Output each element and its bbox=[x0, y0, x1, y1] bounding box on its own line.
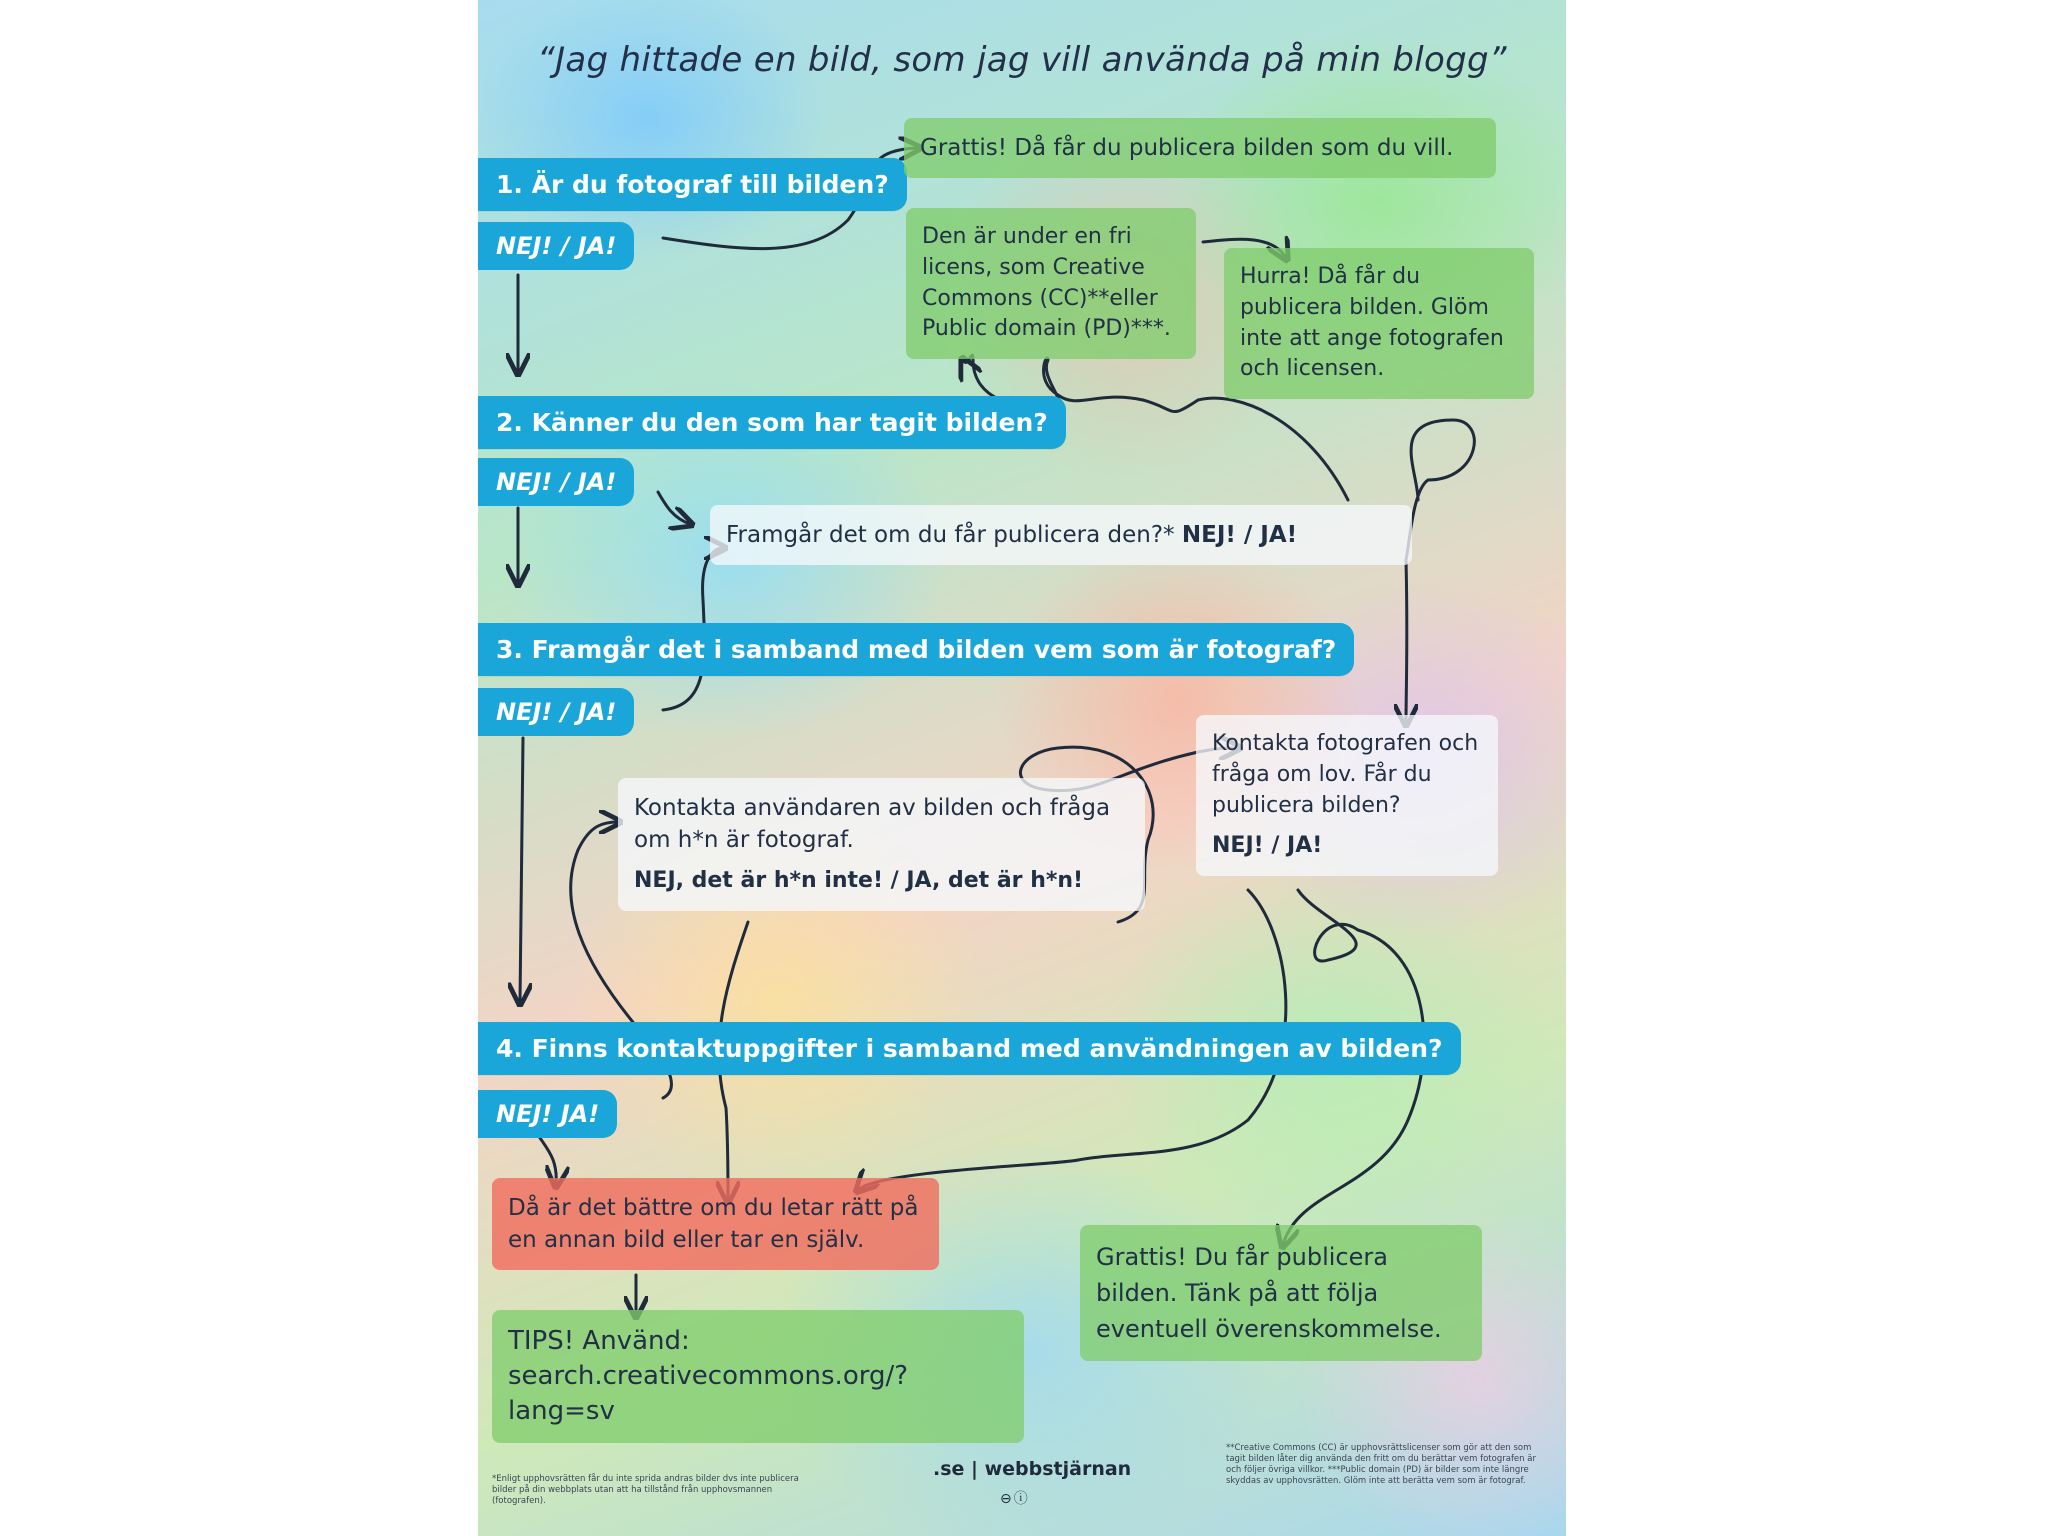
hurra-text: Hurra! Då får du publicera bilden. Glöm inte att ange fotografen och licensen. bbox=[1240, 264, 1504, 382]
contact-user-answers: NEJ, det är h*n inte! / JA, det är h*n! bbox=[634, 868, 1084, 894]
question-2: 2. Känner du den som har tagit bilden? bbox=[478, 396, 1066, 449]
tips-url[interactable]: search.creativecommons.org/?lang=sv bbox=[508, 1361, 909, 1427]
question-4-answers: NEJ! JA! bbox=[478, 1090, 617, 1138]
flowchart-poster bbox=[478, 0, 1566, 1536]
question-1: 1. Är du fotograf till bilden? bbox=[478, 158, 907, 211]
tips-box bbox=[492, 1310, 1024, 1443]
footnote-left: *Enligt upphovsrätten får du inte sprida andras bilder dvs inte publicera bilder på din webbplats utan att ha tillstånd från upphovsmannen (fotografen). bbox=[492, 1474, 799, 1507]
question-4: 4. Finns kontaktuppgifter i samband med användningen av bilden? bbox=[478, 1022, 1461, 1075]
framgar-text: Framgår det om du får publicera den?* bbox=[726, 522, 1175, 548]
contact-photographer-answers: NEJ! / JA! bbox=[1212, 833, 1323, 859]
contact-user-text: Kontakta användaren av bilden och fråga om h*n är fotograf. bbox=[634, 795, 1111, 854]
hurra-box bbox=[1224, 248, 1534, 399]
congrats-bottom-box bbox=[1080, 1225, 1482, 1361]
contact-user-box bbox=[618, 778, 1145, 911]
better-text: Då är det bättre om du letar rätt på en annan bild eller tar en själv. bbox=[508, 1195, 919, 1254]
footnote-right: **Creative Commons (CC) är upphovsrättslicenser som gör att den som tagit bilden låter dig använda den fritt om du berättar vem fotografen är och följer övriga villkor. ***Public domain (PD) är bilder som inte längre skyddas av upphovsrätten. Glöm inte att berätta vem som är fotograf. bbox=[1226, 1443, 1536, 1487]
framgar-answers: NEJ! / JA! bbox=[1181, 522, 1298, 548]
contact-photographer-text: Kontakta fotografen och fråga om lov. Får du publicera bilden? bbox=[1212, 731, 1479, 818]
license-text: Den är under en fri licens, som Creative Commons (CC)**eller Public domain (PD)***. bbox=[922, 224, 1171, 342]
page-title: “Jag hittade en bild, som jag vill använda på min blogg” bbox=[537, 40, 1507, 80]
arrow-framgar-nej-contact bbox=[1406, 420, 1474, 723]
congrats-bottom-text: Grattis! Du får publicera bilden. Tänk på att följa eventuell överenskommelse. bbox=[1096, 1243, 1442, 1343]
question-3: 3. Framgår det i samband med bilden vem som är fotograf? bbox=[478, 623, 1354, 676]
question-2-answers: NEJ! / JA! bbox=[478, 458, 634, 506]
congrats-top-box bbox=[904, 118, 1496, 178]
creative-commons-icon: ⊖ⓘ bbox=[1000, 1491, 1030, 1507]
webbstjarnan-logo: .se | webbstjärnan bbox=[933, 1458, 1132, 1480]
tips-label: TIPS! Använd: bbox=[508, 1326, 690, 1356]
better-box bbox=[492, 1178, 939, 1270]
arrow-q3-no bbox=[520, 738, 523, 1002]
arrow-q2-yes bbox=[658, 492, 690, 524]
contact-photographer-box bbox=[1196, 715, 1498, 876]
question-1-answers: NEJ! / JA! bbox=[478, 222, 634, 270]
license-box bbox=[906, 208, 1196, 359]
question-3-answers: NEJ! / JA! bbox=[478, 688, 634, 736]
congrats-top-text: Grattis! Då får du publicera bilden som du vill. bbox=[920, 135, 1454, 161]
framgar-box bbox=[710, 505, 1412, 565]
